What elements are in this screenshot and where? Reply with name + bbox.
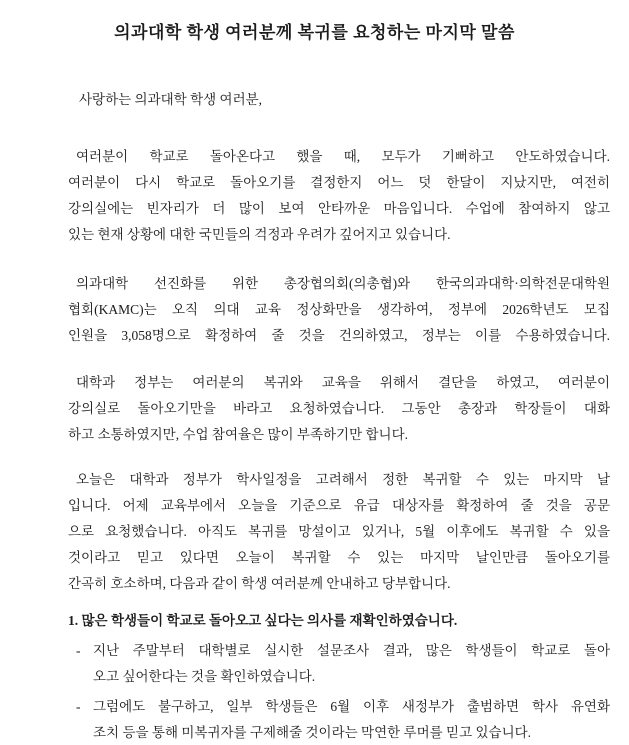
- list-item: [76, 638, 610, 690]
- greeting-line: 사랑하는 의과대학 학생 여러분,: [79, 92, 263, 107]
- text-line: 으로 요청했습니다. 아직도 복귀를 망설이고 있거나, 5월 이후에도 복귀할 수 있을: [68, 524, 610, 539]
- paragraph: [68, 144, 610, 248]
- text-line: 조치 등을 통해 미복귀자를 구제해줄 것이라는 막연한 루머를 믿고 있습니다.: [93, 725, 532, 740]
- text-line: 오고 싶어한다는 것을 확인하였습니다.: [93, 669, 316, 684]
- text-line: 있는 현재 상황에 대한 국민들의 걱정과 우려가 깊어지고 있습니다.: [68, 227, 451, 242]
- text-line: 강의실에는 빈자리가 더 많이 보여 안타까운 마음입니다. 수업에 참여하지 않고: [68, 201, 610, 216]
- text-line: 간곡히 호소하며, 다음과 같이 학생 여러분께 안내하고 당부합니다.: [68, 576, 451, 591]
- list-item-text: [93, 694, 610, 745]
- text-line: 대학과 정부는 여러분의 복귀와 교육을 위해서 결단을 하였고, 여러분이: [76, 375, 610, 390]
- text-line: 협회(KAMC)는 오직 의대 교육 정상화만을 생각하여, 정부에 2026학년도 모집: [68, 302, 610, 317]
- text-line: 여러분이 다시 학교로 돌아오기를 결정한지 어느 덧 한달이 지났지만, 여전히: [68, 175, 610, 190]
- text-line: 여러분이 학교로 돌아온다고 했을 때, 모두가 기뻐하고 안도하였습니다.: [76, 149, 610, 164]
- text-line: 강의실로 돌아오기만을 바라고 요청하였습니다. 그동안 총장과 학장들이 대화: [68, 401, 610, 416]
- text-line: 오늘은 대학과 정부가 학사일정을 고려해서 정한 복귀할 수 있는 마지막 날: [76, 472, 610, 487]
- paragraph: [68, 467, 610, 597]
- text-line: 의과대학 선진화를 위한 총장협의회(의총협)와 한국의과대학·의학전문대학원: [76, 276, 610, 291]
- text-line: 것이라고 믿고 있다면 오늘이 복귀할 수 있는 마지막 날인만큼 돌아오기를: [68, 550, 610, 565]
- paragraph: [68, 271, 610, 349]
- list-item: [76, 694, 610, 745]
- text-line: 하고 소통하였지만, 수업 참여율은 많이 부족하기만 합니다.: [68, 427, 408, 442]
- document-body: [68, 87, 610, 745]
- page-title: 의과대학 학생 여러분께 복귀를 요청하는 마지막 말씀: [114, 23, 515, 42]
- paragraph: [68, 370, 610, 448]
- text-line: 그럼에도 불구하고, 일부 학생들은 6월 이후 새정부가 출범하면 학사 유연화: [93, 699, 610, 714]
- text-line: 지난 주말부터 대학별로 실시한 설문조사 결과, 많은 학생들이 학교로 돌아: [93, 643, 610, 658]
- dash-bullet-marker: -: [76, 643, 81, 658]
- text-line: 입니다. 어제 교육부에서 오늘을 기준으로 유급 대상자를 확정하여 줄 것을 공문: [68, 498, 610, 513]
- list-item-text: [93, 638, 610, 690]
- section-1-heading: 1. 많은 학생들이 학교로 돌아오고 싶다는 의사를 재확인하였습니다.: [68, 613, 458, 628]
- dash-bullet-marker: -: [76, 699, 81, 714]
- text-line: 인원을 3,058명으로 확정하여 줄 것을 건의하였고, 정부는 이를 수용하였습니다.: [68, 328, 610, 343]
